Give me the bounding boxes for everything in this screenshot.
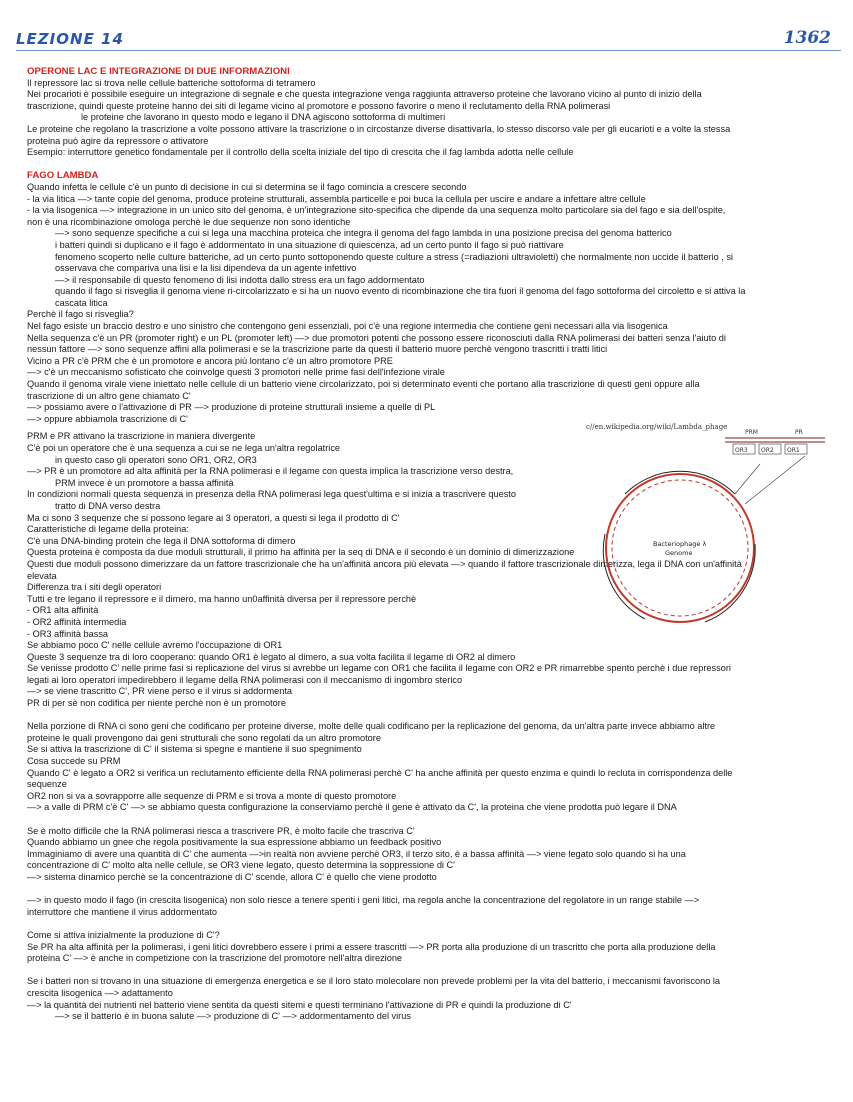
note-line: in questo caso gli operatori sono OR1, OR2, OR3 xyxy=(55,454,257,465)
note-line: proteina C' —> è anche in competizione con la trascrizione del promotore nell'altra direzione xyxy=(27,953,403,964)
note-line: —> a valle di PRM c'è C' —> se abbiamo questa configurazione la conserviamo perchè il gene è attivato da C', la proteina che viene prodotta può legare il DNA xyxy=(27,802,677,813)
note-line: —> se il batterio è in buona salute —> produzione di C' —> addormentamento del virus xyxy=(55,1011,411,1022)
header-rule xyxy=(16,50,841,51)
note-line: cascata litica xyxy=(55,297,108,308)
note-line: —> oppure abbiamola trascrizione di C' xyxy=(27,413,188,424)
gene-arc xyxy=(603,534,645,619)
operator-strip xyxy=(725,429,825,454)
note-line: non è una ricombinazione omologa perchè le due sequenze non sono identiche xyxy=(27,216,351,227)
note-line: trascrizione, quindi queste proteine hanno dei siti di legame vicino al promotore e possono favorire o meno il reclutamento della RNA polimerasi xyxy=(27,100,611,111)
note-line: —> in questo modo il fago (in crescita lisogenica) non solo riesce a tenere spenti i geni litici, ma regola anche la concentrazione del regolatore in un range stabile —> xyxy=(27,895,700,906)
note-line: trascrizione di un altro gene chiamato C' xyxy=(27,390,191,401)
spacer xyxy=(27,884,833,896)
note-line: Come si attiva inizialmente la produzione di C'? xyxy=(27,929,220,940)
note-line: Se è molto difficile che la RNA polimerasi riesca a trascrivere PR, è molto facile che trascriva C' xyxy=(27,825,415,836)
note-line: —> se viene trascritto C', PR viene perso e il virus si addormenta xyxy=(27,686,292,697)
promoter-label: PR xyxy=(795,429,803,436)
note-line: In condizioni normali questa sequenza in presenza della RNA polimerasi lega quest'ultima e si inizia a trascrivere questo xyxy=(27,489,516,500)
genome-label: Genome xyxy=(665,549,693,557)
note-line: Vicino a PR c'è PRM che è un promotore e ancora più lontano c'è un altro promotore PRE xyxy=(27,355,393,366)
note-line: - OR2 affinità intermedia xyxy=(27,616,127,627)
note-line: Questa proteina è composta da due moduli strutturali, il primo ha affinità per la seq di DNA e il secondo è un dominio di dimerizzazione xyxy=(27,547,575,558)
note-line: C'è poi un operatore che è una sequenza a cui se ne lega un'altra regolatrice xyxy=(27,443,341,453)
spacer xyxy=(27,710,833,722)
note-line: Questi due moduli possono dimerizzare da un fattore trascrizionale che ha un'affinità ancora più elevata —> quando il fattore trascrizionale dimerizza, lega il DNA con un'affinità xyxy=(27,558,742,569)
genome-circle-outer xyxy=(606,474,754,622)
lambda-genome-diagram xyxy=(585,424,833,642)
note-line: Quando C' è legato a OR2 si verifica un reclutamento efficiente della RNA polimerasi perchè C' ha anche affinità per questo enzima e quindi lo recluta in corrispondenza delle xyxy=(27,767,733,778)
note-line: Esempio: interruttore genetico fondamentale per il controllo della scelta iniziale del tipo di crescita che il fag lambda adotta nelle cellule xyxy=(27,147,574,158)
lesson-label: LEZIONE 14 xyxy=(16,30,124,48)
note-line: i batteri quindi si duplicano e il fago è addormentato in una situazione di quiescenza, ad un certo punto il fago si può riattivare xyxy=(55,239,564,250)
note-line: C'è una DNA-binding protein che lega il DNA sottoforma di dimero xyxy=(27,535,296,546)
note-line: concentrazione di C' molto alta nelle cellule, se OR3 viene legato, questo determina la soppressione di C' xyxy=(27,860,455,871)
operator-label: OR3 xyxy=(735,447,748,454)
note-line: Se i batteri non si trovano in una situazione di emergenza energetica e se il loro stato molecolare non prevede problemi per la vita del batterio, i meccanismi favoriscono la xyxy=(27,976,721,987)
note-line: crescita lisogenica —> adattamento xyxy=(27,987,173,998)
spacer xyxy=(27,814,833,826)
note-line: nessun fattore —> sono sequenze affini alla polimerasi e se la trascrizione parte da questi il batterio muore perchè vengono trascritti i tratti litici xyxy=(27,344,608,355)
note-line: Quando abbiamo un gnee che regola positivamente la sua espressione abbiamo un feedback positivo xyxy=(27,837,442,848)
note-line: PR di per sè non codifica per niente perchè non è un promotore xyxy=(27,698,286,709)
note-line: - la via lisogenica —> integrazione in un unico sito del genoma, è un'integrazione sito-specifica che dipende da una sequenza molto particolare sia del fago e sia dell'ospite, xyxy=(27,205,726,216)
note-line: Caratteristiche di legame della proteina: xyxy=(27,524,189,535)
note-line: - la via litica —> tante copie del genoma, produce proteine strutturali, assembla particelle e poi buca la cellula per uscire e andare a infettare altre cellule xyxy=(27,193,646,204)
note-line: Se abbiamo poco C' nelle cellule avremo l'occupazione di OR1 xyxy=(27,640,283,651)
note-line: Quando il genoma virale viene iniettato nelle cellule di un batterio viene circolarizzato, poi si determinato eventi che portano alla trascrizione di questi geni oppure alla xyxy=(27,379,700,390)
note-line: Nel fago esiste un braccio destro e uno sinistro che contengono geni essenziali, poi c'è una regione intermedia che contiene geni necessari alla via lisogenica xyxy=(27,321,668,332)
spacer xyxy=(27,159,833,171)
note-line: —> possiamo avere o l'attivazione di PR —> produzione di proteine strutturali insieme a quelle di PL xyxy=(27,402,436,413)
note-line: Queste 3 sequenze tra di loro cooperano: quando OR1 è legato al dimero, a sua volta facilita il legame di OR2 al dimero xyxy=(27,651,516,662)
section-title: FAGO LAMBDA xyxy=(27,170,99,182)
note-line: —> sistema dinamico perchè se la concentrazione di C' scende, allora C' è quello che viene prodotto xyxy=(27,871,437,882)
note-line: Ma ci sono 3 sequenze che si possono legare ai 3 operatori, a questi si lega il prodotto di C' xyxy=(27,512,400,523)
note-line: —> la quantità dei nutrienti nel batterio viene sentita da questi sitemi e questi terminano l'attivazione di PR e quindi la produzione di C' xyxy=(27,999,572,1010)
genome-circle-inner xyxy=(612,480,748,616)
note-line: proteina può agire da repressore o attivatore xyxy=(27,135,209,146)
note-line: sequenze xyxy=(27,779,67,790)
note-line: —> sono sequenze specifiche a cui si lega una macchina proteica che integra il genoma del fago lambda in una posizione precisa del genoma batterico xyxy=(55,228,672,239)
note-line: OR2 non si va a sovrapporre alle sequenze di PRM e si trova a monte di questo promotore xyxy=(27,790,397,801)
note-line: legati ai loro operatori impedirebbero il legame della RNA polimerasi con il meccanismo di ingombro sterico xyxy=(27,674,463,685)
note-line: Nella porzione di RNA ci sono geni che codificano per proteine diverse, molte delle quali codificano per la replicazione del genoma, da un'altra parte invece abbiamo altre xyxy=(27,721,716,732)
note-line: - OR3 affinità bassa xyxy=(27,628,109,639)
note-line: Nella sequenza c'è un PR (promoter right) e un PL (promoter left) —> due promotori potenti che possono essere riconosciuti dalla RNA polimerasi dei batteri senza l'aiuto di xyxy=(27,332,726,343)
operator-label: OR2 xyxy=(761,447,774,454)
note-line: interruttore che mantiene il virus addormentato xyxy=(27,906,217,917)
note-line: Il repressore lac si trova nelle cellule batteriche sottoforma di tetramero xyxy=(27,77,316,88)
note-line: elevata xyxy=(27,570,57,581)
note-line: le proteine che lavorano in questo modo e legano il DNA agiscono sottoforma di multimeri xyxy=(81,112,446,123)
spacer xyxy=(27,918,833,930)
operator-label: OR1 xyxy=(787,447,800,454)
note-line: - OR1 alta affinità xyxy=(27,605,99,616)
note-line: Perchè il fago si risveglia? xyxy=(27,309,134,320)
note-line: —> c'è un meccanismo sofisticato che coinvolge questi 3 promotori nelle prime fasi dell'infezione virale xyxy=(27,367,445,378)
note-line: proteine le quali provengono dai geni strutturali che sono regolati da un altro promotore xyxy=(27,732,381,743)
page-number: 1362 xyxy=(783,28,831,48)
note-line: —> il responsabile di questo fenomeno di lisi indotta dallo stress era un fago addormentato xyxy=(55,274,425,285)
note-line: osservava che compariva una lisi e la lisi dipendeva da un agente infettivo xyxy=(55,263,357,274)
note-line: tratto di DNA verso destra xyxy=(55,500,161,511)
note-line: Se PR ha alta affinità per la polimerasi, i geni litici dovrebbero essere i primi a essere trascritti —> PR porta alla produzione di un trascritto che porta alla produzione della xyxy=(27,941,716,952)
note-line: Quando infetta le cellule c'è un punto di decisione in cui si determina se il fago comincia a crescere secondo xyxy=(27,181,467,192)
note-line: Se venisse prodotto C' nelle prime fasi si replicazione del virus si avrebbe un legame con OR1 che facilita il legame con OR2 e PR rimarrebbe spento perchè i due repressori xyxy=(27,663,731,674)
genome-label: Bacteriophage λ xyxy=(653,540,707,548)
note-line: Nei procarioti è possibile eseguire un integrazione di segnale e che questa integrazione venga raggiunta attraverso proteine che lavorano vicino al punto di inizio della xyxy=(27,89,702,100)
note-line: Se si attiva la trascrizione di C' il sistema si spegne e mantiene il suo spegnimento xyxy=(27,744,362,755)
note-line: PRM invece è un promotore a bassa affinità xyxy=(55,477,234,488)
note-line: Tutti e tre legano il repressore e il dimero, ma hanno un0affinità diversa per il repressore perchè xyxy=(27,593,417,604)
note-line: PRM e PR attivano la trascrizione in maniera divergente xyxy=(27,431,256,442)
note-line: fenomeno scoperto nelle culture batteriche, ad un certo punto sottoponendo queste culture a stress (=radiazioni ultravioletti) che normalmente non uccide il batterio , si xyxy=(55,251,733,262)
note-line: Differenza tra i siti degli operatori xyxy=(27,582,162,593)
figure-source-url: c//en.wikipedia.org/wiki/Lambda_phage xyxy=(586,423,728,431)
note-line: Immaginiamo di avere una quantità di C' che aumenta —>in realtà non avviene perchè OR3, il terzo sito, è a bassa affinità —> viene legato solo quando si ha una xyxy=(27,848,686,859)
note-line: Cosa succede su PRM xyxy=(27,756,121,767)
spacer xyxy=(27,965,833,977)
note-line: —> PR è un promotore ad alta affinità per la RNA polimerasi e il legame con questa implica la trascrizione verso destra, xyxy=(27,466,514,477)
note-line: quando il fago si risveglia il genoma viene ri-circolarizzato e si ha un nuovo evento di ricombinazione che tira fuori il genoma del fago sottoforma del circoletto e si attiva la xyxy=(55,286,746,297)
section-title: OPERONE LAC E INTEGRAZIONE DI DUE INFORMAZIONI xyxy=(27,66,290,77)
note-line: Le proteine che regolano la trascrizione a volte possono attivare la trascrizione o in circostanze diverse disattivarla, lo stesso discorso vale per gli eucarioti e a volte la stessa xyxy=(27,123,731,134)
promoter-label: PRM xyxy=(745,429,758,436)
